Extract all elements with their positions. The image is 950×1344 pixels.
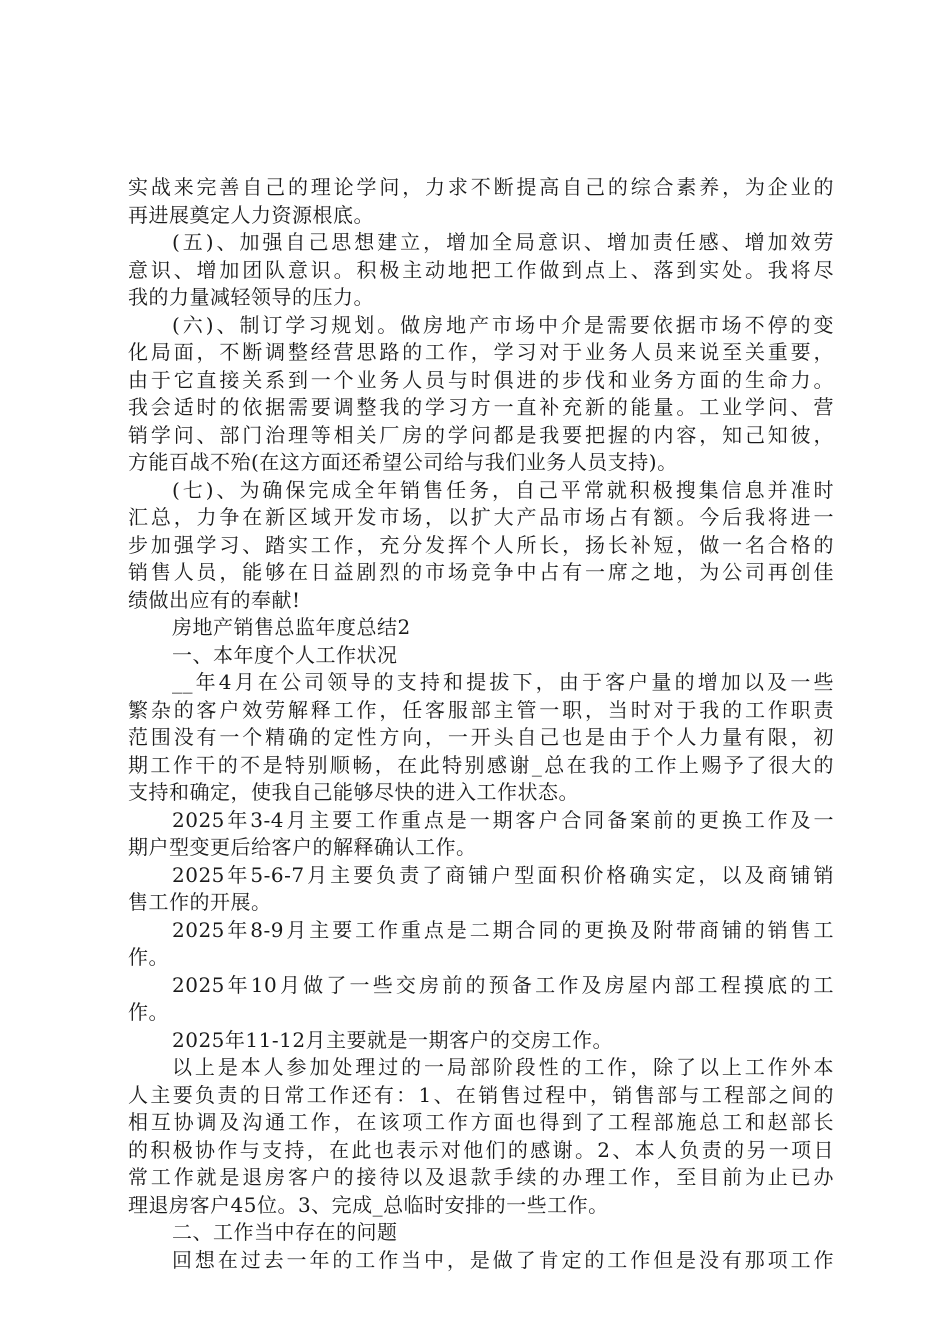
text-line: (五)、加强自己思想建立，增加全局意识、增加责任感、增加效劳	[172, 230, 834, 254]
text-line: 实战来完善自己的理论学问，力求不断提高自己的综合素养，为企业的	[128, 175, 834, 199]
text-line: 2025年3-4月主要工作重点是一期客户合同备案前的更换工作及一	[172, 807, 834, 832]
text-line: 我会适时的依据需要调整我的学习方一直补充新的能量。工业学问、营	[128, 395, 834, 419]
text-line: 繁杂的客户效劳解释工作，任客服部主管一职，当时对于我的工作职责	[128, 697, 834, 722]
text-line: 回想在过去一年的工作当中，是做了肯定的工作但是没有那项工作	[172, 1247, 834, 1272]
text-line: 2025年8-9月主要工作重点是二期合同的更换及附带商铺的销售工	[172, 917, 834, 942]
text-line: 一、本年度个人工作状况	[172, 642, 398, 667]
text-line: 步加强学习、踏实工作，充分发挥个人所长，扬长补短，做一名合格的	[128, 532, 834, 557]
text-line: 的积极协作与支持，在此也表示对他们的感谢。2、本人负责的另一项日	[128, 1137, 834, 1162]
text-line: 再进展奠定人力资源根底。	[128, 202, 374, 227]
text-line: __年4月在公司领导的支持和提拔下，由于客户量的增加以及一些	[172, 670, 834, 694]
text-line: (六)、制订学习规划。做房地产市场中介是需要依据市场不停的变	[172, 312, 834, 337]
text-line: 2025年5-6-7月主要负责了商铺户型面积价格确实定，以及商铺销	[172, 862, 834, 887]
text-line: (七)、为确保完成全年销售任务，自己平常就积极搜集信息并准时	[172, 477, 834, 502]
text-line: 意识、增加团队意识。积极主动地把工作做到点上、落到实处。我将尽	[128, 257, 834, 282]
text-line: 由于它直接关系到一个业务人员与时俱进的步伐和业务方面的生命力。	[128, 367, 834, 392]
text-line: 绩做出应有的奉献!	[128, 587, 301, 612]
text-line: 销售人员，能够在日益剧烈的市场竞争中占有一席之地，为公司再创佳	[128, 560, 834, 584]
text-line: 销学问、部门治理等相关厂房的学问都是我要把握的内容，知己知彼，	[128, 422, 834, 447]
text-line: 人主要负责的日常工作还有：1、在销售过程中，销售部与工程部之间的	[128, 1082, 834, 1107]
document-body	[128, 174, 834, 1274]
text-line: 售工作的开展。	[128, 890, 272, 914]
text-line: 方能百战不殆(在这方面还希望公司给与我们业务人员支持)。	[128, 450, 678, 474]
text-line: 我的力量减轻领导的压力。	[128, 285, 374, 309]
text-line: 常工作就是退房客户的接待以及退款手续的办理工作，至目前为止已办	[128, 1165, 834, 1189]
text-line: 化局面，不断调整经营思路的工作，学习对于业务人员来说至关重要，	[128, 340, 834, 364]
text-line: 汇总，力争在新区域开发市场，以扩大产品市场占有额。今后我将进一	[128, 505, 834, 529]
text-line: 作。	[128, 945, 169, 969]
text-line: 支持和确定，使我自己能够尽快的进入工作状态。	[128, 780, 579, 804]
text-line: 2025年11-12月主要就是一期客户的交房工作。	[172, 1027, 614, 1052]
text-line: 期工作干的不是特别顺畅，在此特别感谢_总在我的工作上赐予了很大的	[128, 752, 834, 777]
text-line: 2025年10月做了一些交房前的预备工作及房屋内部工程摸底的工	[172, 972, 834, 997]
text-line: 期户型变更后给客户的解释确认工作。	[128, 835, 477, 859]
text-line: 作。	[128, 1000, 169, 1024]
text-line: 二、工作当中存在的问题	[172, 1220, 398, 1244]
text-line: 相互协调及沟通工作，在该项工作方面也得到了工程部施总工和赵部长	[128, 1110, 834, 1134]
text-line: 理退房客户45位。3、完成_总临时安排的一些工作。	[128, 1192, 609, 1217]
text-line: 以上是本人参加处理过的一局部阶段性的工作，除了以上工作外本	[172, 1055, 834, 1079]
text-line: 房地产销售总监年度总结2	[172, 615, 411, 639]
text-line: 范围没有一个精确的定性方向，一开头自己也是由于个人力量有限，初	[128, 725, 834, 749]
